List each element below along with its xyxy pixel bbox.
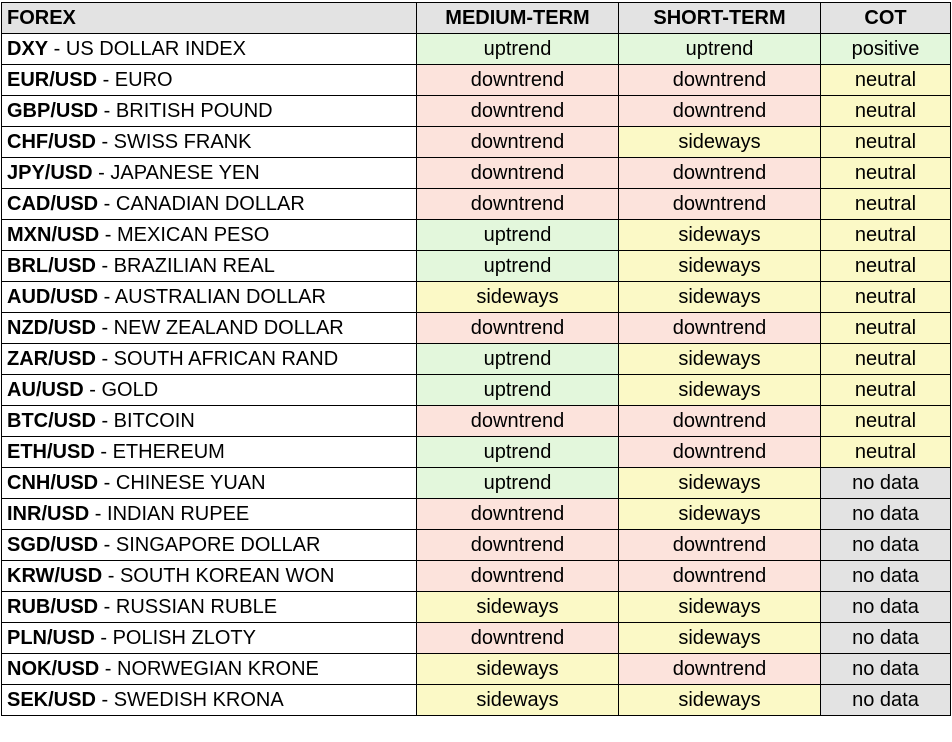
table-row bbox=[2, 499, 951, 530]
short-term-cell: downtrend bbox=[619, 189, 821, 220]
short-term-cell: downtrend bbox=[619, 561, 821, 592]
pair-cell bbox=[2, 34, 417, 65]
pair-symbol: SGD/USD bbox=[7, 534, 99, 556]
pair-separator: - bbox=[98, 534, 116, 556]
table-row bbox=[2, 406, 951, 437]
medium-term-cell: downtrend bbox=[417, 313, 619, 344]
table-row bbox=[2, 623, 951, 654]
pair-cell bbox=[2, 406, 417, 437]
pair-symbol: NOK/USD bbox=[7, 658, 100, 680]
table-row bbox=[2, 313, 951, 344]
short-term-cell: sideways bbox=[619, 623, 821, 654]
medium-term-cell: downtrend bbox=[417, 623, 619, 654]
pair-symbol: BRL/USD bbox=[7, 255, 96, 277]
pair-symbol: CNH/USD bbox=[7, 472, 99, 494]
medium-term-cell: downtrend bbox=[417, 406, 619, 437]
medium-term-cell: downtrend bbox=[417, 158, 619, 189]
cot-cell: neutral bbox=[821, 282, 951, 313]
cot-cell: neutral bbox=[821, 313, 951, 344]
pair-separator: - bbox=[95, 410, 114, 432]
header-cot: COT bbox=[821, 3, 951, 34]
pair-cell bbox=[2, 375, 417, 406]
short-term-cell: sideways bbox=[619, 282, 821, 313]
cot-cell: neutral bbox=[821, 344, 951, 375]
short-term-cell: downtrend bbox=[619, 437, 821, 468]
medium-term-cell: sideways bbox=[417, 654, 619, 685]
table-row bbox=[2, 561, 951, 592]
short-term-cell: sideways bbox=[619, 592, 821, 623]
pair-name: NORWEGIAN KRONE bbox=[117, 658, 319, 680]
medium-term-cell: uptrend bbox=[417, 437, 619, 468]
cot-cell: neutral bbox=[821, 158, 951, 189]
short-term-cell: downtrend bbox=[619, 96, 821, 127]
pair-name: SWISS FRANK bbox=[113, 131, 252, 153]
pair-separator: - bbox=[99, 658, 118, 680]
medium-term-cell: uptrend bbox=[417, 468, 619, 499]
pair-name: SWEDISH KRONA bbox=[113, 689, 284, 711]
pair-separator: - bbox=[98, 100, 116, 122]
cot-cell: no data bbox=[821, 623, 951, 654]
medium-term-cell: downtrend bbox=[417, 561, 619, 592]
pair-separator: - bbox=[94, 441, 113, 463]
pair-separator: - bbox=[95, 348, 114, 370]
header-medium-term: MEDIUM-TERM bbox=[417, 3, 619, 34]
cot-cell: no data bbox=[821, 592, 951, 623]
pair-cell bbox=[2, 468, 417, 499]
table-row bbox=[2, 282, 951, 313]
pair-cell bbox=[2, 344, 417, 375]
pair-name: NEW ZEALAND DOLLAR bbox=[113, 317, 344, 339]
pair-separator: - bbox=[98, 596, 116, 618]
pair-cell bbox=[2, 437, 417, 468]
pair-name: CHINESE YUAN bbox=[115, 472, 266, 494]
pair-name: SOUTH AFRICAN RAND bbox=[113, 348, 339, 370]
pair-separator: - bbox=[99, 224, 118, 246]
pair-separator: - bbox=[95, 255, 114, 277]
pair-separator: - bbox=[95, 317, 114, 339]
table-row bbox=[2, 251, 951, 282]
pair-name: MEXICAN PESO bbox=[117, 224, 270, 246]
pair-cell bbox=[2, 685, 417, 716]
table-row bbox=[2, 468, 951, 499]
pair-symbol: INR/USD bbox=[7, 503, 90, 525]
medium-term-cell: sideways bbox=[417, 592, 619, 623]
table-row bbox=[2, 220, 951, 251]
cot-cell: no data bbox=[821, 530, 951, 561]
table-row bbox=[2, 375, 951, 406]
pair-name: CANADIAN DOLLAR bbox=[115, 193, 305, 215]
table-row bbox=[2, 96, 951, 127]
cot-cell: neutral bbox=[821, 220, 951, 251]
pair-cell bbox=[2, 158, 417, 189]
medium-term-cell: uptrend bbox=[417, 251, 619, 282]
cot-cell: no data bbox=[821, 499, 951, 530]
short-term-cell: sideways bbox=[619, 344, 821, 375]
pair-name: GOLD bbox=[101, 379, 159, 401]
table-body bbox=[2, 34, 951, 716]
table-row bbox=[2, 189, 951, 220]
short-term-cell: downtrend bbox=[619, 406, 821, 437]
cot-cell: neutral bbox=[821, 406, 951, 437]
pair-cell bbox=[2, 313, 417, 344]
short-term-cell: sideways bbox=[619, 499, 821, 530]
pair-symbol: AUD/USD bbox=[7, 286, 99, 308]
short-term-cell: downtrend bbox=[619, 158, 821, 189]
pair-name: INDIAN RUPEE bbox=[107, 503, 250, 525]
pair-name: US DOLLAR INDEX bbox=[65, 38, 246, 60]
medium-term-cell: uptrend bbox=[417, 344, 619, 375]
pair-name: RUSSIAN RUBLE bbox=[115, 596, 278, 618]
table-row bbox=[2, 34, 951, 65]
pair-symbol: CHF/USD bbox=[7, 131, 96, 153]
table-row bbox=[2, 530, 951, 561]
medium-term-cell: downtrend bbox=[417, 127, 619, 158]
table-row bbox=[2, 592, 951, 623]
cot-cell: neutral bbox=[821, 189, 951, 220]
pair-cell bbox=[2, 96, 417, 127]
table-row bbox=[2, 437, 951, 468]
pair-symbol: JPY/USD bbox=[7, 162, 93, 184]
pair-name: POLISH ZLOTY bbox=[112, 627, 256, 649]
pair-cell bbox=[2, 220, 417, 251]
medium-term-cell: downtrend bbox=[417, 65, 619, 96]
pair-cell bbox=[2, 65, 417, 96]
pair-name: AUSTRALIAN DOLLAR bbox=[114, 286, 326, 308]
pair-separator: - bbox=[98, 193, 116, 215]
pair-symbol: EUR/USD bbox=[7, 69, 98, 91]
medium-term-cell: downtrend bbox=[417, 96, 619, 127]
cot-cell: neutral bbox=[821, 65, 951, 96]
header-row bbox=[2, 3, 951, 34]
pair-name: EURO bbox=[114, 69, 173, 91]
short-term-cell: downtrend bbox=[619, 530, 821, 561]
pair-separator: - bbox=[102, 565, 120, 587]
header-forex: FOREX bbox=[2, 3, 417, 34]
pair-cell bbox=[2, 530, 417, 561]
pair-cell bbox=[2, 282, 417, 313]
pair-cell bbox=[2, 189, 417, 220]
cot-cell: neutral bbox=[821, 437, 951, 468]
pair-symbol: CAD/USD bbox=[7, 193, 99, 215]
cot-cell: positive bbox=[821, 34, 951, 65]
pair-separator: - bbox=[94, 627, 113, 649]
pair-symbol: ZAR/USD bbox=[7, 348, 96, 370]
medium-term-cell: sideways bbox=[417, 685, 619, 716]
short-term-cell: downtrend bbox=[619, 65, 821, 96]
pair-symbol: MXN/USD bbox=[7, 224, 100, 246]
pair-cell bbox=[2, 592, 417, 623]
pair-separator: - bbox=[89, 503, 108, 525]
short-term-cell: sideways bbox=[619, 127, 821, 158]
pair-separator: - bbox=[98, 286, 115, 308]
pair-cell bbox=[2, 251, 417, 282]
pair-symbol: NZD/USD bbox=[7, 317, 96, 339]
short-term-cell: downtrend bbox=[619, 654, 821, 685]
pair-name: SINGAPORE DOLLAR bbox=[115, 534, 321, 556]
pair-name: BITCOIN bbox=[113, 410, 195, 432]
pair-cell bbox=[2, 127, 417, 158]
cot-cell: no data bbox=[821, 561, 951, 592]
pair-separator: - bbox=[98, 472, 116, 494]
short-term-cell: downtrend bbox=[619, 313, 821, 344]
medium-term-cell: uptrend bbox=[417, 220, 619, 251]
pair-cell bbox=[2, 654, 417, 685]
pair-symbol: BTC/USD bbox=[7, 410, 96, 432]
short-term-cell: sideways bbox=[619, 375, 821, 406]
short-term-cell: sideways bbox=[619, 685, 821, 716]
pair-separator: - bbox=[95, 131, 114, 153]
medium-term-cell: uptrend bbox=[417, 34, 619, 65]
pair-cell bbox=[2, 623, 417, 654]
pair-name: BRAZILIAN REAL bbox=[113, 255, 275, 277]
pair-symbol: GBP/USD bbox=[7, 100, 99, 122]
pair-symbol: KRW/USD bbox=[7, 565, 103, 587]
medium-term-cell: downtrend bbox=[417, 530, 619, 561]
cot-cell: no data bbox=[821, 685, 951, 716]
medium-term-cell: sideways bbox=[417, 282, 619, 313]
table-row bbox=[2, 654, 951, 685]
pair-separator: - bbox=[92, 162, 111, 184]
pair-cell bbox=[2, 561, 417, 592]
table-row bbox=[2, 127, 951, 158]
short-term-cell: uptrend bbox=[619, 34, 821, 65]
medium-term-cell: downtrend bbox=[417, 499, 619, 530]
pair-name: SOUTH KOREAN WON bbox=[119, 565, 335, 587]
short-term-cell: sideways bbox=[619, 251, 821, 282]
cot-cell: neutral bbox=[821, 251, 951, 282]
table-row bbox=[2, 158, 951, 189]
cot-cell: no data bbox=[821, 654, 951, 685]
table-row bbox=[2, 65, 951, 96]
table-row bbox=[2, 685, 951, 716]
pair-name: ETHEREUM bbox=[112, 441, 225, 463]
forex-trend-table bbox=[1, 2, 951, 716]
pair-separator: - bbox=[83, 379, 102, 401]
cot-cell: no data bbox=[821, 468, 951, 499]
pair-separator: - bbox=[95, 689, 114, 711]
pair-separator: - bbox=[97, 69, 115, 91]
pair-name: JAPANESE YEN bbox=[110, 162, 260, 184]
pair-symbol: PLN/USD bbox=[7, 627, 95, 649]
medium-term-cell: downtrend bbox=[417, 189, 619, 220]
short-term-cell: sideways bbox=[619, 220, 821, 251]
cot-cell: neutral bbox=[821, 375, 951, 406]
pair-symbol: DXY bbox=[7, 38, 49, 60]
pair-name: BRITISH POUND bbox=[115, 100, 273, 122]
table-row bbox=[2, 344, 951, 375]
header-short-term: SHORT-TERM bbox=[619, 3, 821, 34]
short-term-cell: sideways bbox=[619, 468, 821, 499]
cot-cell: neutral bbox=[821, 127, 951, 158]
pair-cell bbox=[2, 499, 417, 530]
cot-cell: neutral bbox=[821, 96, 951, 127]
pair-separator: - bbox=[48, 38, 66, 60]
pair-symbol: RUB/USD bbox=[7, 596, 99, 618]
pair-symbol: ETH/USD bbox=[7, 441, 95, 463]
pair-symbol: SEK/USD bbox=[7, 689, 96, 711]
medium-term-cell: uptrend bbox=[417, 375, 619, 406]
pair-symbol: AU/USD bbox=[7, 379, 84, 401]
